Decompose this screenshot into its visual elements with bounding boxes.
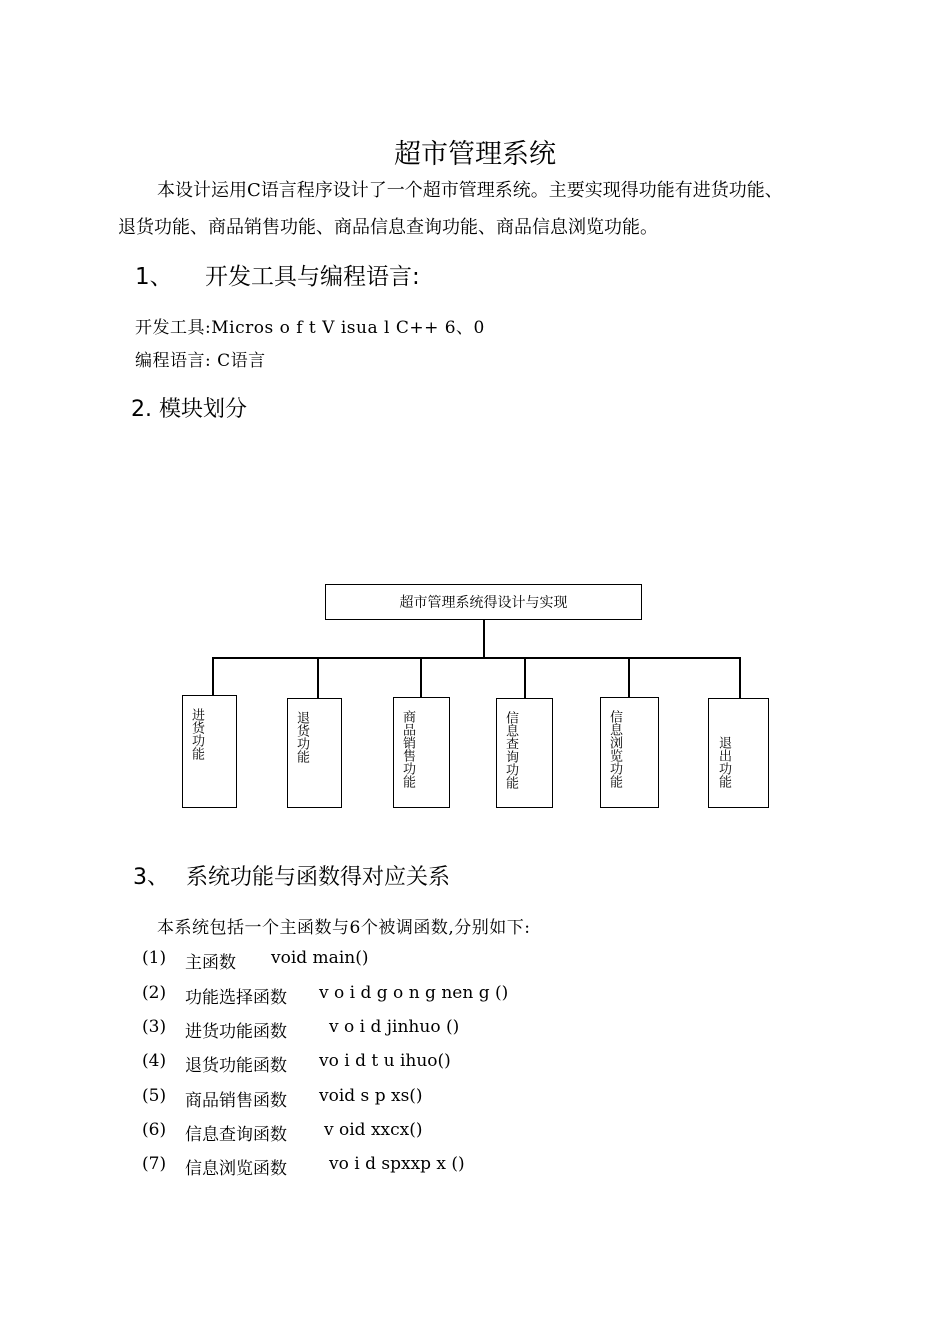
function-row-signature: void s p xs() [319,1086,423,1106]
function-row-number: (3) [142,1017,167,1037]
module-box-exit [708,698,769,808]
programming-language-line: 编程语言: C语言 [135,351,266,371]
function-row-signature: vo i d t u ihuo() [319,1051,451,1071]
function-row-name: 功能选择函数 [185,988,287,1008]
function-row-number: (5) [142,1086,167,1106]
function-row-name: 进货功能函数 [185,1022,287,1042]
section-1-number: 1、 [135,264,173,290]
connector-root-down [483,620,485,657]
section-3-heading: 系统功能与函数得对应关系 [186,865,451,890]
function-row-signature: vo i d spxxp x () [329,1154,465,1174]
dev-tool-line: 开发工具:Micros o f t V isua l C++ 6、0 [135,318,485,338]
connector-module-2 [317,657,319,698]
diagram-root-box [325,584,642,620]
module-label-return: 退货功能 [294,711,309,763]
connector-module-4 [524,657,526,698]
module-label-purchase: 进货功能 [189,708,204,760]
module-label-query: 信息查询功能 [503,711,518,789]
function-row-number: (1) [142,948,167,968]
function-row-number: (2) [142,983,167,1003]
module-box-return [287,698,342,808]
intro-line-1: 本设计运用C语言程序设计了一个超市管理系统。主要实现得功能有进货功能、 [157,180,783,201]
module-label-sales: 商品销售功能 [400,710,415,788]
connector-module-6 [739,657,741,698]
section-2-heading: 2. 模块划分 [131,397,247,422]
function-row-signature: v oid xxcx() [324,1120,423,1140]
function-row-name: 信息浏览函数 [185,1159,287,1179]
function-row-signature: v o i d g o n g nen g () [319,983,509,1003]
module-label-browse: 信息浏览功能 [607,710,622,788]
module-label-exit: 退出功能 [716,736,731,788]
diagram-root-label: 超市管理系统得设计与实现 [399,595,568,611]
module-box-query [496,698,553,808]
function-row-number: (4) [142,1051,167,1071]
intro-line-2: 退货功能、商品销售功能、商品信息查询功能、商品信息浏览功能。 [118,217,658,238]
function-row-number: (6) [142,1120,167,1140]
function-row-name: 商品销售函数 [185,1091,287,1111]
function-row-signature: void main() [271,948,369,968]
function-row-signature: v o i d jinhuo () [329,1017,460,1037]
section-1-heading: 开发工具与编程语言: [205,264,420,290]
module-box-browse [600,697,659,808]
module-box-purchase [182,695,237,808]
connector-module-3 [420,657,422,697]
function-row-name: 信息查询函数 [185,1125,287,1145]
connector-module-5 [628,657,630,697]
module-box-sales [393,697,450,808]
connector-horizontal [212,657,739,659]
section-3-number: 3、 [133,865,169,890]
function-row-name: 主函数 [185,953,236,973]
document-title: 超市管理系统 [394,139,556,170]
function-row-number: (7) [142,1154,167,1174]
connector-module-1 [212,657,214,695]
function-list-intro: 本系统包括一个主函数与6个被调函数,分别如下: [157,918,531,938]
function-row-name: 退货功能函数 [185,1056,287,1076]
